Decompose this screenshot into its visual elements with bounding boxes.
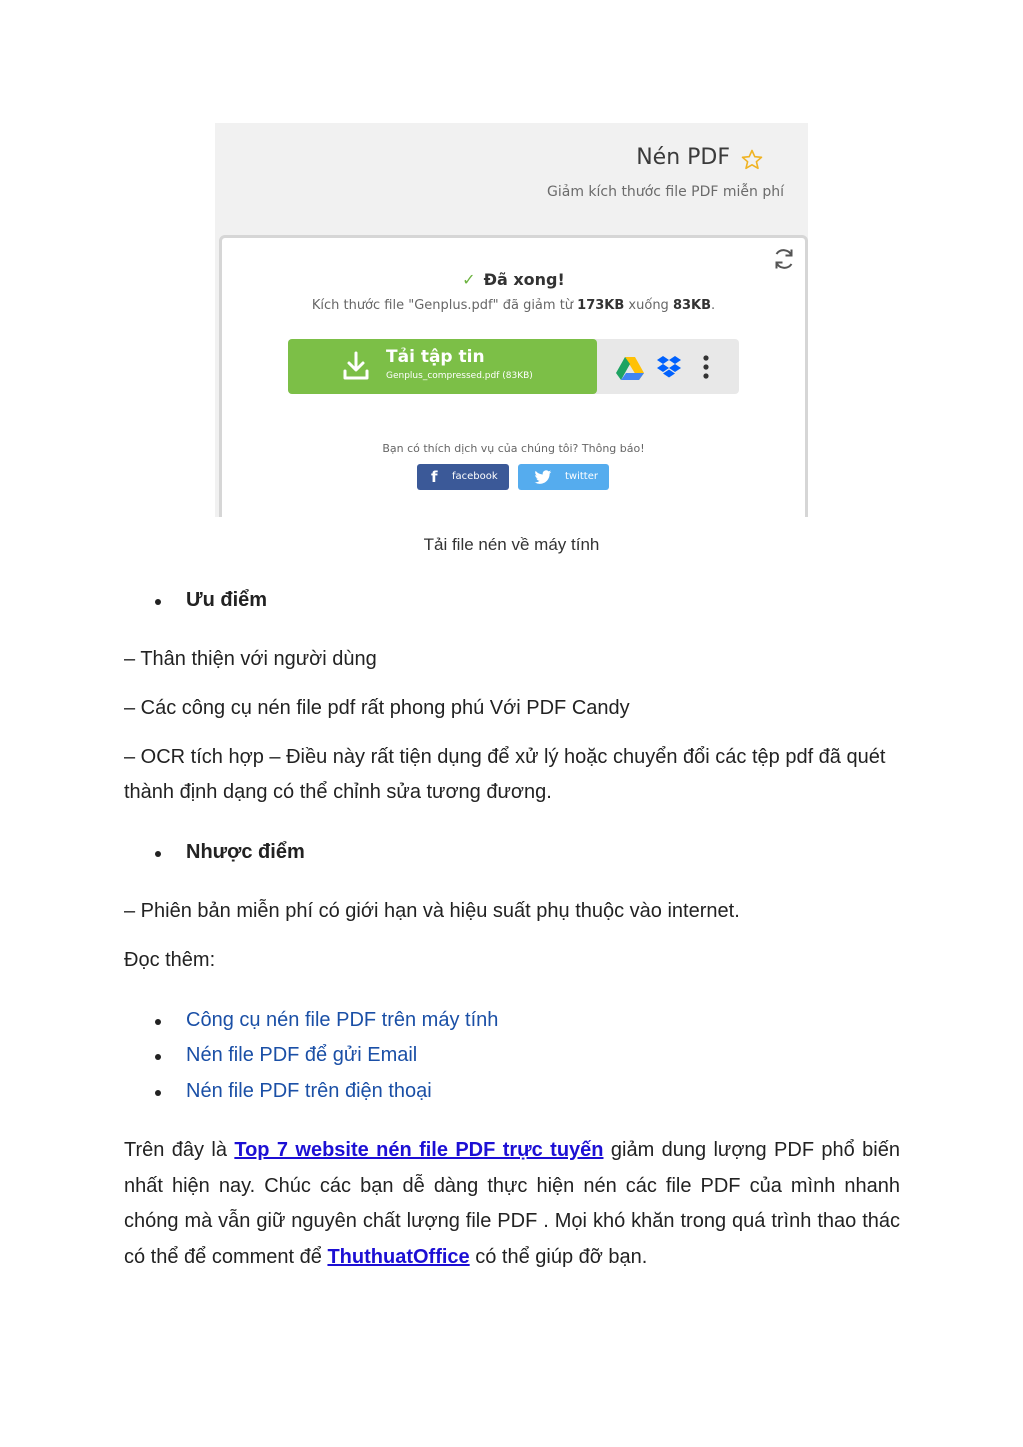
result-prefix: Kích thước file "Genplus.pdf" đã giảm từ bbox=[311, 298, 578, 313]
pros-heading: Ưu điểm bbox=[186, 589, 268, 611]
star-icon[interactable] bbox=[740, 148, 764, 172]
pros-item: – Thân thiện với người dùng bbox=[124, 648, 377, 670]
download-button[interactable] bbox=[288, 339, 597, 394]
pros-item: thành định dạng có thể chỉnh sửa tương đương. bbox=[124, 781, 552, 803]
feedback-text: Bạn có thích dịch vụ của chúng tôi? Thông báo! bbox=[382, 442, 645, 455]
check-icon: ✓ bbox=[462, 270, 476, 289]
status-done bbox=[222, 270, 805, 289]
dropbox-icon[interactable] bbox=[656, 355, 682, 379]
more-options-icon[interactable] bbox=[700, 354, 712, 380]
pros-item: – Các công cụ nén file pdf rất phong phú Với PDF Candy bbox=[124, 697, 630, 719]
download-label: Tải tập tin bbox=[386, 347, 485, 367]
download-filename: Genplus_compressed.pdf (83KB) bbox=[386, 371, 533, 381]
conclusion-suffix: có thể giúp đỡ bạn. bbox=[469, 1245, 648, 1268]
google-drive-icon[interactable] bbox=[616, 356, 644, 380]
result-text bbox=[222, 298, 805, 313]
download-icon bbox=[342, 351, 370, 381]
status-label: Đã xong! bbox=[483, 270, 565, 289]
conclusion-prefix: Trên đây là bbox=[124, 1139, 235, 1161]
twitter-button[interactable] bbox=[518, 464, 609, 490]
facebook-label: facebook bbox=[452, 471, 498, 482]
result-suffix: . bbox=[711, 298, 716, 313]
cons-item: – Phiên bản miễn phí có giới hạn và hiệu suất phụ thuộc vào internet. bbox=[124, 900, 740, 922]
top7-link[interactable]: Top 7 website nén file PDF trực tuyến bbox=[234, 1139, 604, 1161]
compress-pdf-screenshot bbox=[215, 123, 808, 517]
tool-subtitle: Giảm kích thước file PDF miễn phí bbox=[547, 184, 784, 200]
conclusion-paragraph bbox=[124, 1133, 900, 1275]
read-more-link[interactable]: Nén file PDF trên điện thoại bbox=[186, 1080, 432, 1102]
result-middle: xuống bbox=[624, 298, 673, 313]
cons-heading: Nhược điểm bbox=[186, 841, 305, 863]
tool-title: Nén PDF bbox=[636, 145, 730, 170]
facebook-icon: f bbox=[431, 468, 438, 486]
read-more-label: Đọc thêm: bbox=[124, 949, 216, 971]
conclusion-middle: giảm dung lượng PDF phổ biến nhất hiện nay. Chúc các bạn dễ dàng thực hiện nén các file PDF của mình nhanh chóng mà vẫn giữ nguyên chất lượng file PDF . Mọi khó khăn trong quá trình thao thác có thể để comment để bbox=[124, 1139, 900, 1268]
thuthuatoffice-link[interactable]: ThuthuatOffice bbox=[327, 1245, 470, 1268]
twitter-label: twitter bbox=[565, 471, 598, 482]
read-more-link[interactable]: Nén file PDF để gửi Email bbox=[186, 1044, 418, 1066]
read-more-link[interactable]: Công cụ nén file PDF trên máy tính bbox=[186, 1009, 499, 1031]
pros-item: – OCR tích hợp – Điều này rất tiện dụng để xử lý hoặc chuyển đổi các tệp pdf đã quét bbox=[124, 746, 886, 768]
size-after: 83KB bbox=[672, 298, 712, 313]
facebook-button[interactable] bbox=[417, 464, 509, 490]
twitter-icon bbox=[534, 470, 552, 485]
refresh-icon[interactable] bbox=[771, 246, 797, 272]
download-group bbox=[288, 339, 739, 394]
image-caption: Tải file nén về máy tính bbox=[423, 535, 600, 554]
result-card bbox=[219, 235, 808, 517]
size-before: 173KB bbox=[577, 298, 625, 313]
